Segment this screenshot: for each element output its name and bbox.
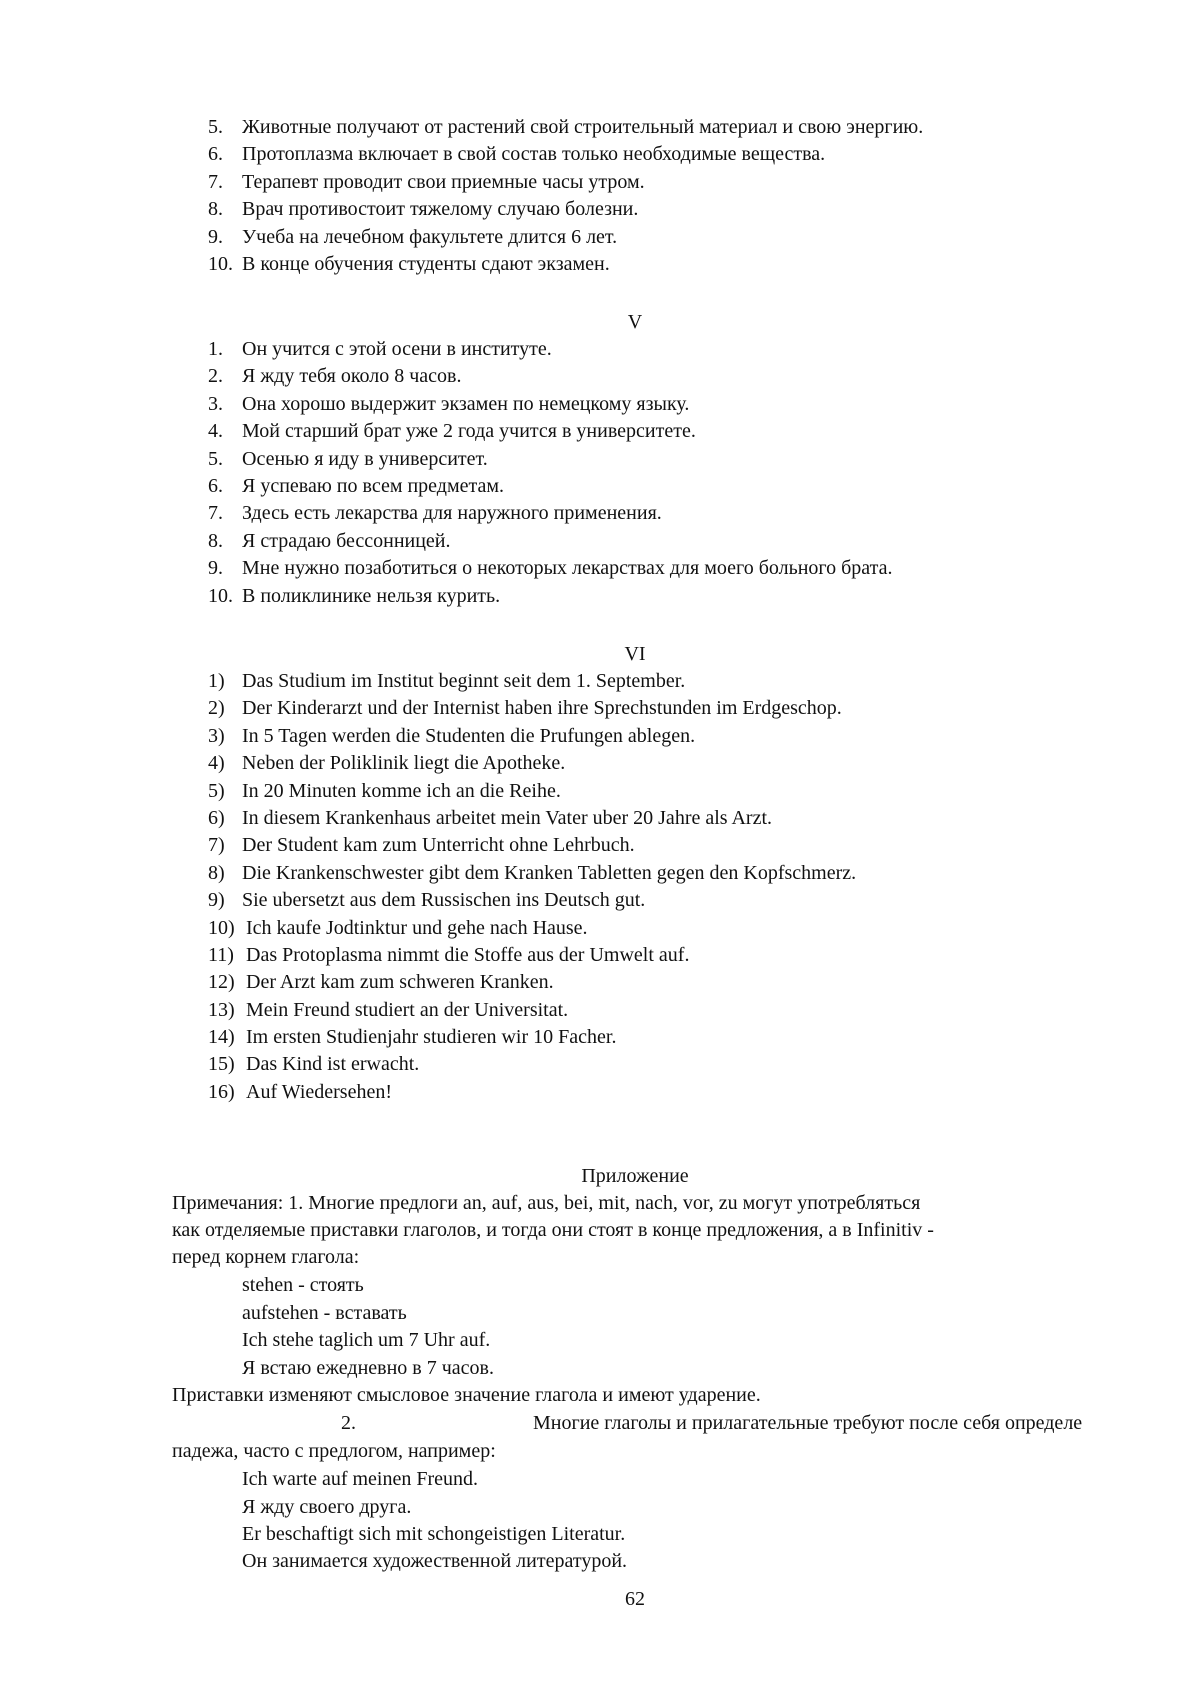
section-v-item-number: 2. [208, 365, 223, 388]
section-vi-item-number: 15) [208, 1053, 235, 1076]
section-vi-item-number: 12) [208, 971, 235, 994]
top-list-item-number: 7. [208, 170, 223, 193]
section-vi-item-number: 1) [208, 670, 225, 692]
section-vi-item-number: 5) [208, 779, 225, 802]
section-vi-item-text: Sie ubersetzt aus dem Russischen ins Deutsch gut. [242, 889, 646, 912]
section-v-item-text: Мне нужно позаботиться о некоторых лекарствах для моего больного брата. [242, 557, 893, 580]
page-number: 62 [625, 1588, 645, 1610]
section-v-item-number: 7. [208, 502, 223, 525]
section-v-item-text: Здесь есть лекарства для наружного применения. [242, 502, 662, 525]
section-vi-item-number: 11) [208, 943, 234, 966]
note-1-end: Приставки изменяют смысловое значение глагола и имеют ударение. [172, 1384, 761, 1406]
section-vi-item-text: In diesem Krankenhaus arbeitet mein Vater uber 20 Jahre als Arzt. [242, 806, 772, 829]
section-vi-item-text: Mein Freund studiert an der Universitat. [246, 998, 569, 1021]
section-v-item-text: Я страдаю бессонницей. [242, 529, 451, 552]
section-v-item-number: 4. [208, 420, 223, 443]
section-vi-item-number: 7) [208, 834, 225, 857]
section-vi-item-number: 6) [208, 806, 225, 829]
section-vi-item-number: 16) [208, 1080, 235, 1103]
section-vi-item-text: Der Arzt kam zum schweren Kranken. [246, 971, 554, 994]
section-vi-item-text: Das Kind ist erwacht. [246, 1053, 420, 1076]
appendix-title: Приложение [581, 1165, 689, 1187]
section-v-item-number: 8. [208, 529, 223, 552]
section-v-item-number: 6. [208, 474, 223, 497]
section-vi-item-text: Der Kinderarzt und der Internist haben ihre Sprechstunden im Erdgeschop. [242, 697, 842, 720]
top-list-item-text: Животные получают от растений свой строительный материал и свою энергию. [242, 116, 924, 138]
section-v-item-text: Он учится с этой осени в институте. [242, 338, 552, 360]
example-5: Ich warte auf meinen Freund. [242, 1468, 479, 1490]
example-8: Он занимается художественной литературой. [242, 1550, 628, 1572]
note-1-line-3: перед корнем глагола: [172, 1246, 360, 1268]
example-6: Я жду своего друга. [242, 1496, 412, 1518]
note-1-line-1: Примечания: 1. Многие предлоги an, auf, aus, bei, mit, nach, vor, zu могут употребляться [172, 1192, 921, 1214]
section-vi-item-text: Die Krankenschwester gibt dem Kranken Tabletten gegen den Kopfschmerz. [242, 861, 857, 884]
section-v-item-number: 1. [208, 338, 223, 360]
note-2-number: 2. [341, 1412, 356, 1434]
top-list-item-text: Протоплазма включает в свой состав только необходимые вещества. [242, 143, 826, 166]
section-vi-item-text: In 5 Tagen werden die Studenten die Prufungen ablegen. [242, 724, 696, 747]
section-vi-item-number: 9) [208, 889, 225, 912]
section-v-item-number: 3. [208, 392, 223, 415]
example-1: stehen - стоять [242, 1274, 364, 1296]
section-vi-item-text: Das Protoplasma nimmt die Stoffe aus der Umwelt auf. [246, 943, 690, 966]
section-v-item-text: Она хорошо выдержит экзамен по немецкому языку. [242, 392, 690, 415]
section-v-item-text: Осенью я иду в университет. [242, 447, 488, 470]
section-vi-item-text: Neben der Poliklinik liegt die Apotheke. [242, 752, 566, 775]
section-vi-item-number: 2) [208, 697, 225, 720]
section-vi-item-text: In 20 Minuten komme ich an die Reihe. [242, 779, 561, 802]
note-2-line-2: падежа, часто с предлогом, например: [172, 1440, 496, 1462]
section-vi-item-number: 8) [208, 861, 225, 884]
section-v-item-number: 5. [208, 447, 223, 470]
section-v-item-text: В поликлинике нельзя курить. [242, 584, 501, 607]
example-7: Er beschaftigt sich mit schongeistigen Literatur. [242, 1523, 626, 1545]
section-vi-item-number: 13) [208, 998, 235, 1021]
example-3: Ich stehe taglich um 7 Uhr auf. [242, 1329, 491, 1351]
top-list-item-number: 6. [208, 143, 223, 166]
section-v-title: V [627, 311, 643, 333]
top-list-item-text: Учеба на лечебном факультете длится 6 лет. [242, 225, 618, 248]
top-list-item-number: 9. [208, 225, 223, 248]
section-vi-item-number: 14) [208, 1026, 235, 1049]
section-vi-item-number: 4) [208, 752, 225, 775]
section-vi-item-text: Auf Wiedersehen! [246, 1080, 392, 1103]
note-2-text: Многие глаголы и прилагательные требуют после себя определе [533, 1412, 1083, 1434]
top-list-item-number: 10. [208, 252, 233, 275]
section-v-item-text: Мой старший брат уже 2 года учится в университете. [242, 420, 696, 443]
section-vi-item-text: Im ersten Studienjahr studieren wir 10 Facher. [246, 1026, 617, 1049]
section-vi-item-number: 3) [208, 724, 225, 747]
section-vi-item-text: Der Student kam zum Unterricht ohne Lehrbuch. [242, 834, 635, 857]
top-list-item-text: В конце обучения студенты сдают экзамен. [242, 252, 610, 275]
section-vi-item-number: 10) [208, 916, 235, 939]
top-list-item-text: Врач противостоит тяжелому случаю болезни. [242, 198, 639, 221]
top-list-item-text: Терапевт проводит свои приемные часы утром. [242, 170, 645, 193]
section-v-item-number: 10. [208, 584, 233, 607]
example-4: Я встаю ежедневно в 7 часов. [242, 1357, 494, 1379]
top-list-item-number: 8. [208, 198, 223, 221]
section-vi-item-text: Ich kaufe Jodtinktur und gehe nach Hause. [246, 916, 588, 939]
top-list-item-number: 5. [208, 116, 223, 138]
note-1-line-2: как отделяемые приставки глаголов, и тогда они стоят в конце предложения, а в Infinitiv - [172, 1219, 934, 1241]
section-vi-title: VI [624, 643, 646, 665]
section-vi-item-text: Das Studium im Institut beginnt seit dem 1. September. [242, 670, 686, 692]
example-2: aufstehen - вставать [242, 1302, 407, 1324]
section-v-item-text: Я успеваю по всем предметам. [242, 474, 505, 497]
section-v-item-text: Я жду тебя около 8 часов. [242, 365, 462, 388]
section-v-item-number: 9. [208, 557, 223, 580]
